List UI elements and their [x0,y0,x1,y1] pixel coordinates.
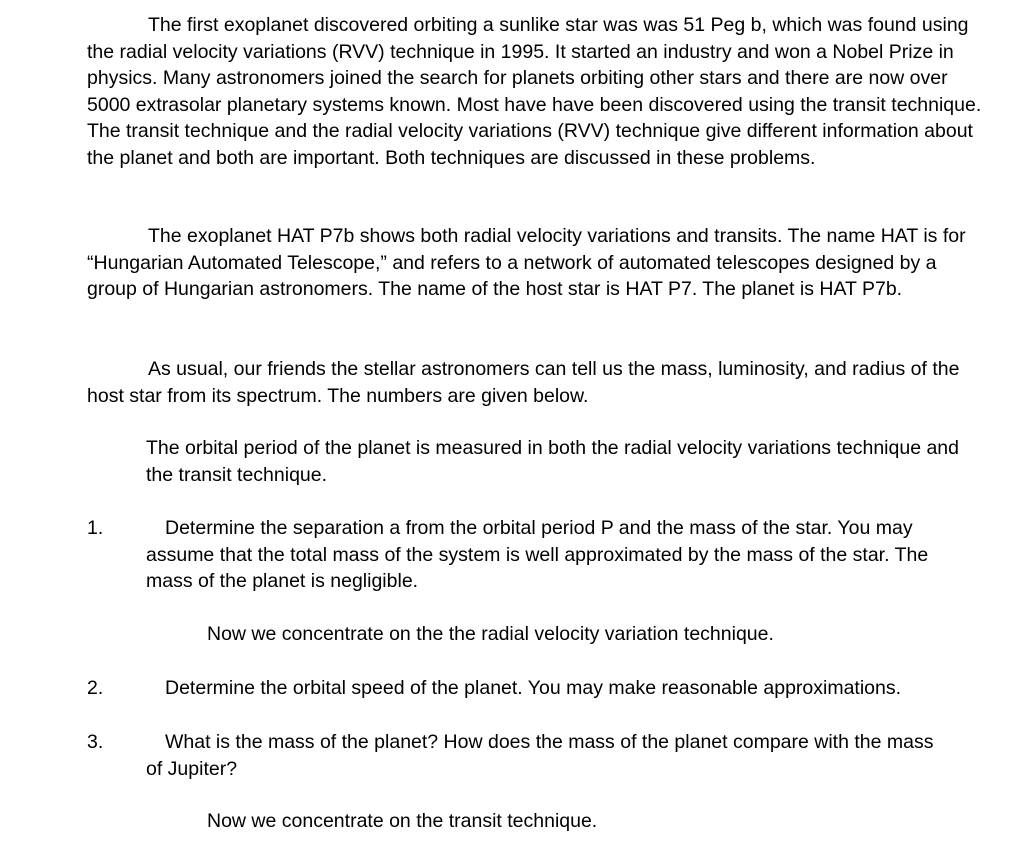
question-2-number: 2. [87,677,104,699]
transit-section-note: Now we concentrate on the transit technique. [207,810,598,832]
rvv-section-note: Now we concentrate on the the radial velocity variation technique. [207,623,774,645]
question-1-text: Determine the separation a from the orbital period P and the mass of the star. You may assume that the total mass of the system is well approximated by the mass of the star. The mass of the planet is negligible. [146,517,929,593]
question-2-text: Determine the orbital speed of the planet. You may make reasonable approximations. [165,677,902,699]
orbital-period-paragraph: The orbital period of the planet is measured in both the radial velocity variations technique and the transit technique. [146,437,959,486]
question-3-text: What is the mass of the planet? How does the mass of the planet compare with the mass of Jupiter? [146,731,934,780]
stellar-astronomers-paragraph: As usual, our friends the stellar astronomers can tell us the mass, luminosity, and radius of the host star from its spectrum. The numbers are given below. [87,358,960,407]
question-3-number: 3. [87,731,104,753]
question-1-number: 1. [87,517,104,539]
hat-p7b-paragraph: The exoplanet HAT P7b shows both radial velocity variations and transits. The name HAT is for “Hungarian Automated Telescope,” and refers to a network of automated telescopes designed by a group of Hungarian astronomers. The name of the host star is HAT P7. The planet is HAT P7b. [87,225,966,301]
intro-paragraph: The first exoplanet discovered orbiting a sunlike star was was 51 Peg b, which was found using the radial velocity variations (RVV) technique in 1995. It started an industry and won a Nobel Prize in physics. Many astronomers joined the search for planets orbiting other stars and there are now over 5000 extrasolar planetary systems known. Most have have been discovered using the transit technique. The transit technique and the radial velocity variations (RVV) technique give different information about the planet and both are important. Both techniques are discussed in these problems. [87,14,982,169]
